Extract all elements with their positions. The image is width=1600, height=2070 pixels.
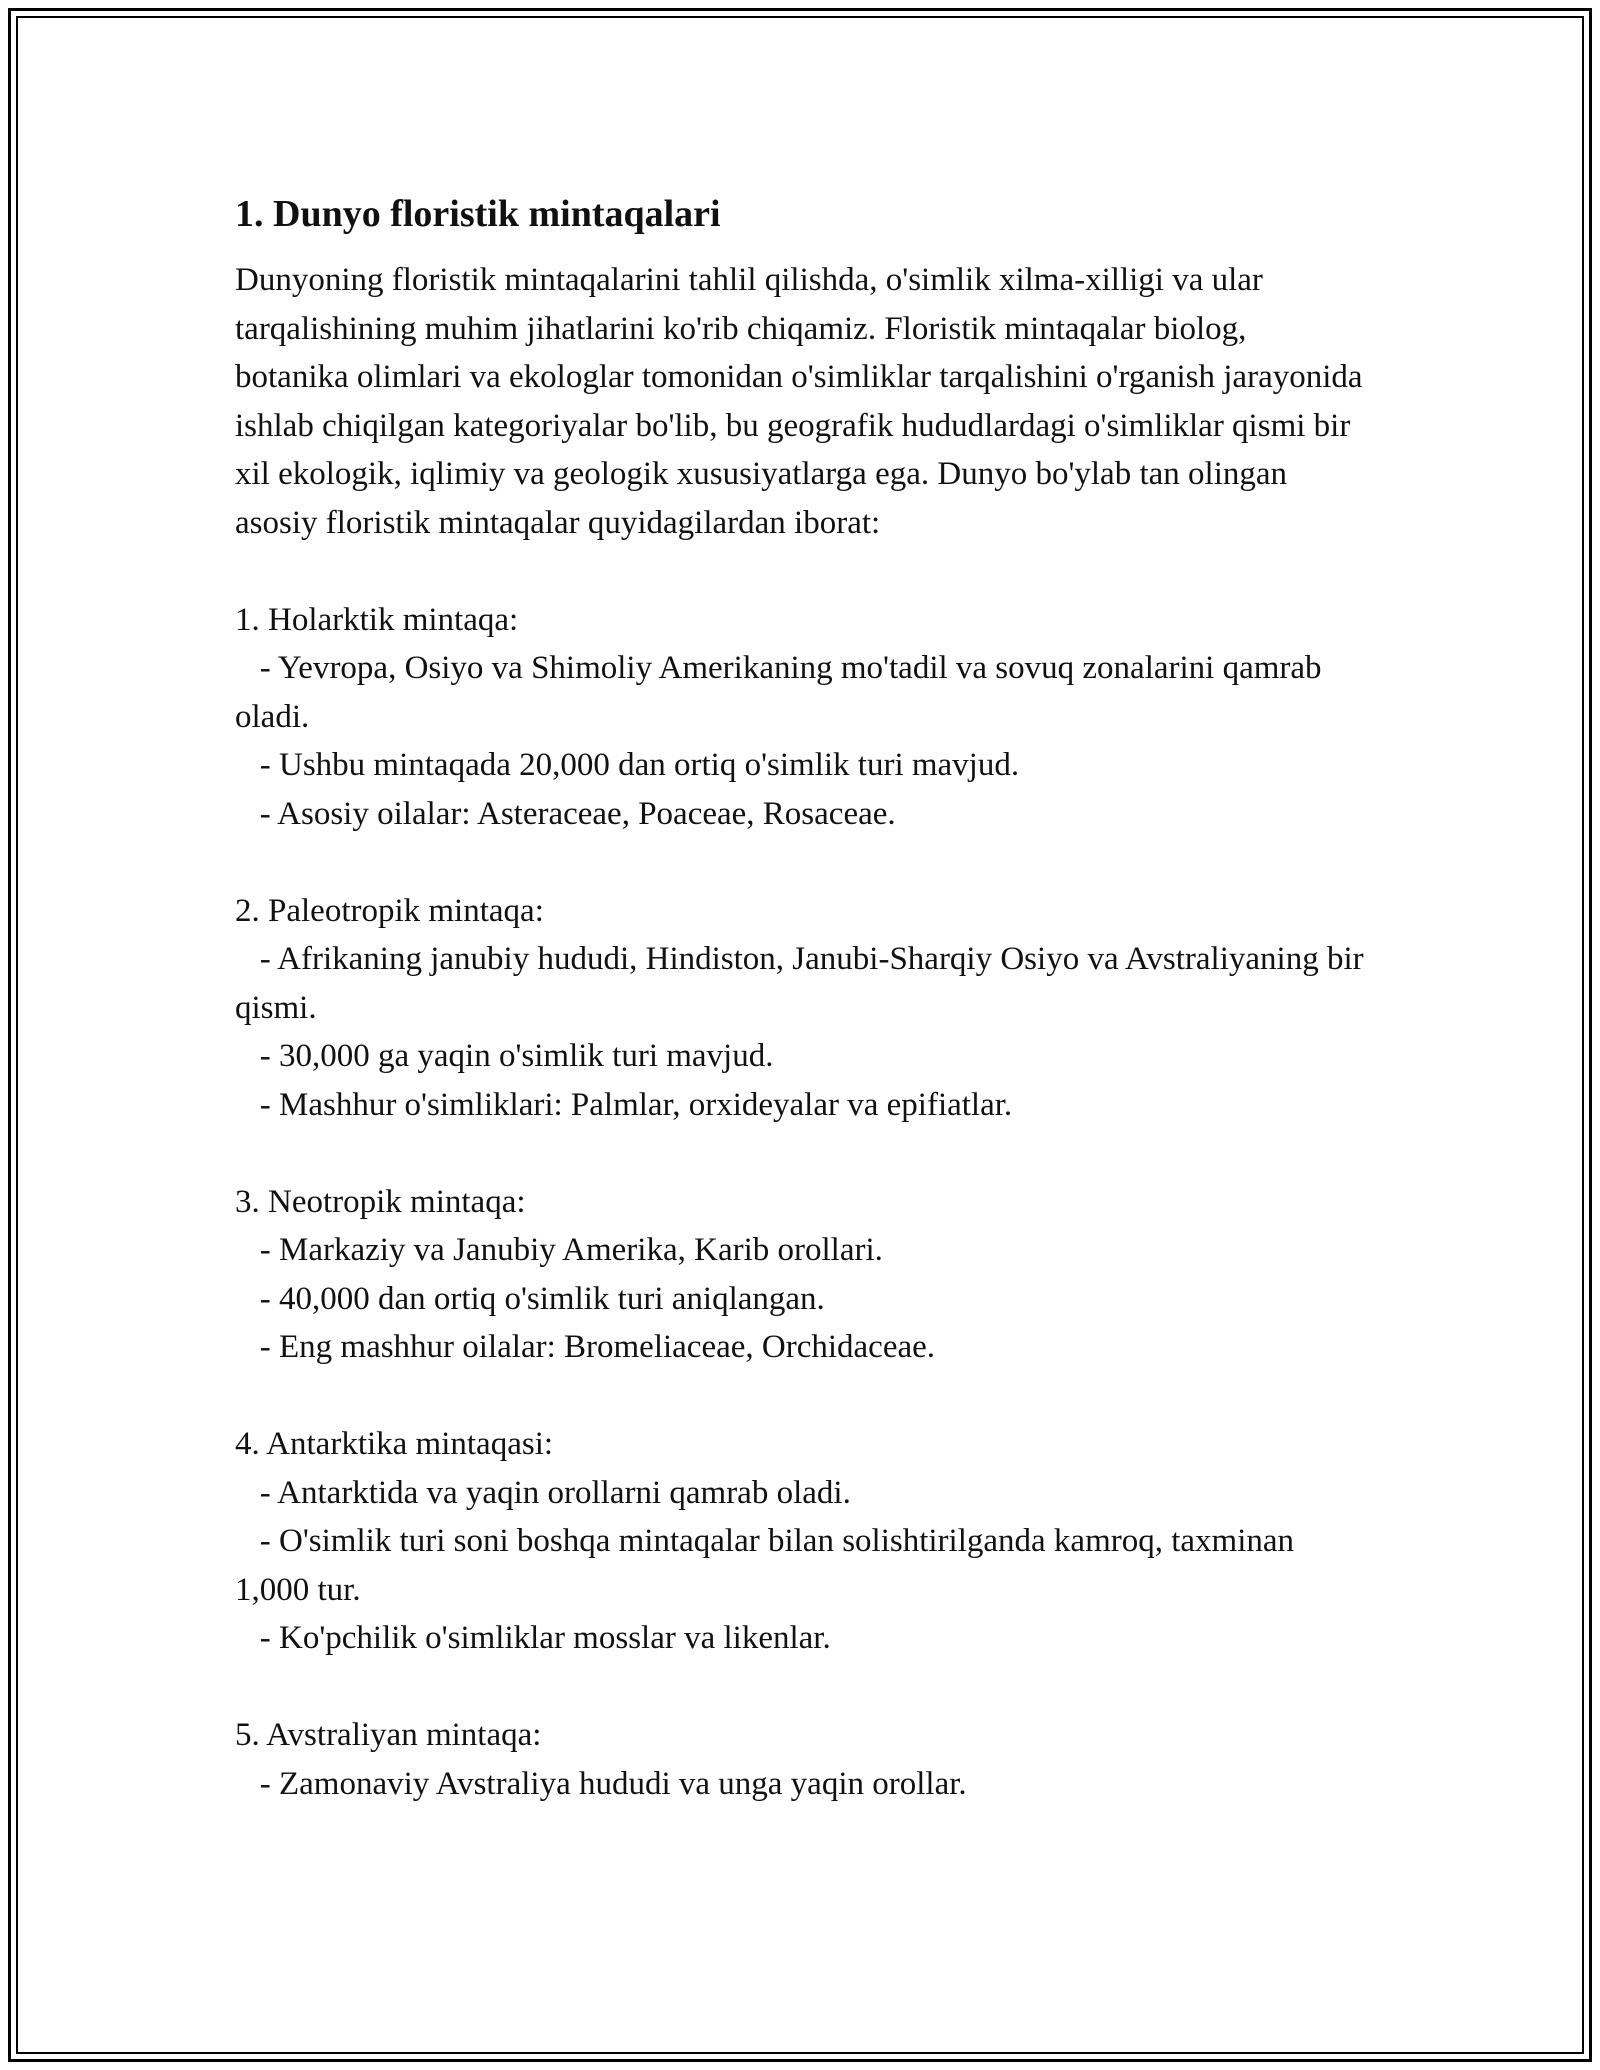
- region-heading: 5. Avstraliyan mintaqa:: [235, 1717, 542, 1753]
- document-body: [235, 188, 1372, 1808]
- region-neotropik: [235, 1178, 1365, 1372]
- region-bullet: - Mashhur o'simliklari: Palmlar, orxideyalar va epifiatlar.: [235, 1086, 1013, 1123]
- region-bullet: - Zamonaviy Avstraliya hududi va unga yaqin orollar.: [235, 1765, 967, 1802]
- region-bullet: - Ushbu mintaqada 20,000 dan ortiq o'simlik turi mavjud.: [235, 747, 1020, 783]
- region-bullet: - Antarktida va yaqin orollarni qamrab oladi.: [235, 1474, 851, 1511]
- region-bullet: - 40,000 dan ortiq o'simlik turi aniqlangan.: [235, 1280, 825, 1317]
- region-bullet: - Afrikaning janubiy hududi, Hindiston, Janubi-Sharqiy Osiyo va Avstraliyaning bir qismi.: [235, 941, 1372, 1026]
- region-bullet: - Asosiy oilalar: Asteraceae, Poaceae, Rosaceae.: [235, 795, 896, 832]
- document-title: 1. Dunyo floristik mintaqalari: [235, 193, 721, 235]
- region-bullet: - 30,000 ga yaqin o'simlik turi mavjud.: [235, 1038, 774, 1074]
- region-bullet: - Markaziy va Janubiy Amerika, Karib orollari.: [235, 1232, 883, 1268]
- region-bullet: - Eng mashhur oilalar: Bromeliaceae, Orchidaceae.: [235, 1329, 936, 1365]
- region-heading: 3. Neotropik mintaqa:: [235, 1183, 526, 1220]
- region-bullet: - Yevropa, Osiyo va Shimoliy Amerikaning mo'tadil va sovuq zonalarini qamrab oladi.: [235, 650, 1330, 735]
- region-antarktika: [235, 1420, 1365, 1663]
- region-bullet: - Ko'pchilik o'simliklar mosslar va likenlar.: [235, 1620, 831, 1656]
- region-heading: 4. Antarktika mintaqasi:: [235, 1426, 554, 1462]
- region-holarktik: [235, 596, 1365, 839]
- region-heading: 2. Paleotropik mintaqa:: [235, 892, 544, 929]
- region-avstraliyan: [235, 1711, 1365, 1808]
- intro-paragraph: Dunyoning floristik mintaqalarini tahlil qilishda, o'simlik xilma-xilligi va ular tarqalishining muhim jihatlarini ko'rib chiqamiz. Floristik mintaqalar biolog, botanika olimlari va ekologlar tomonidan o'simliklar tarqalishini o'rganish jarayonida ishlab chiqilgan kategoriyalar bo'lib, bu geografik hududlardagi o'simliklar qismi bir xil ekologik, iqlimiy va geologik xususiyatlarga ega. Dunyo bo'ylab tan olingan asosiy floristik mintaqalar quyidagilardan iborat:: [235, 262, 1363, 541]
- region-heading: 1. Holarktik mintaqa:: [235, 601, 519, 638]
- region-paleotropik: [235, 887, 1372, 1130]
- region-bullet: - O'simlik turi soni boshqa mintaqalar bilan solishtirilganda kamroq, taxminan 1,000 tur.: [235, 1523, 1303, 1608]
